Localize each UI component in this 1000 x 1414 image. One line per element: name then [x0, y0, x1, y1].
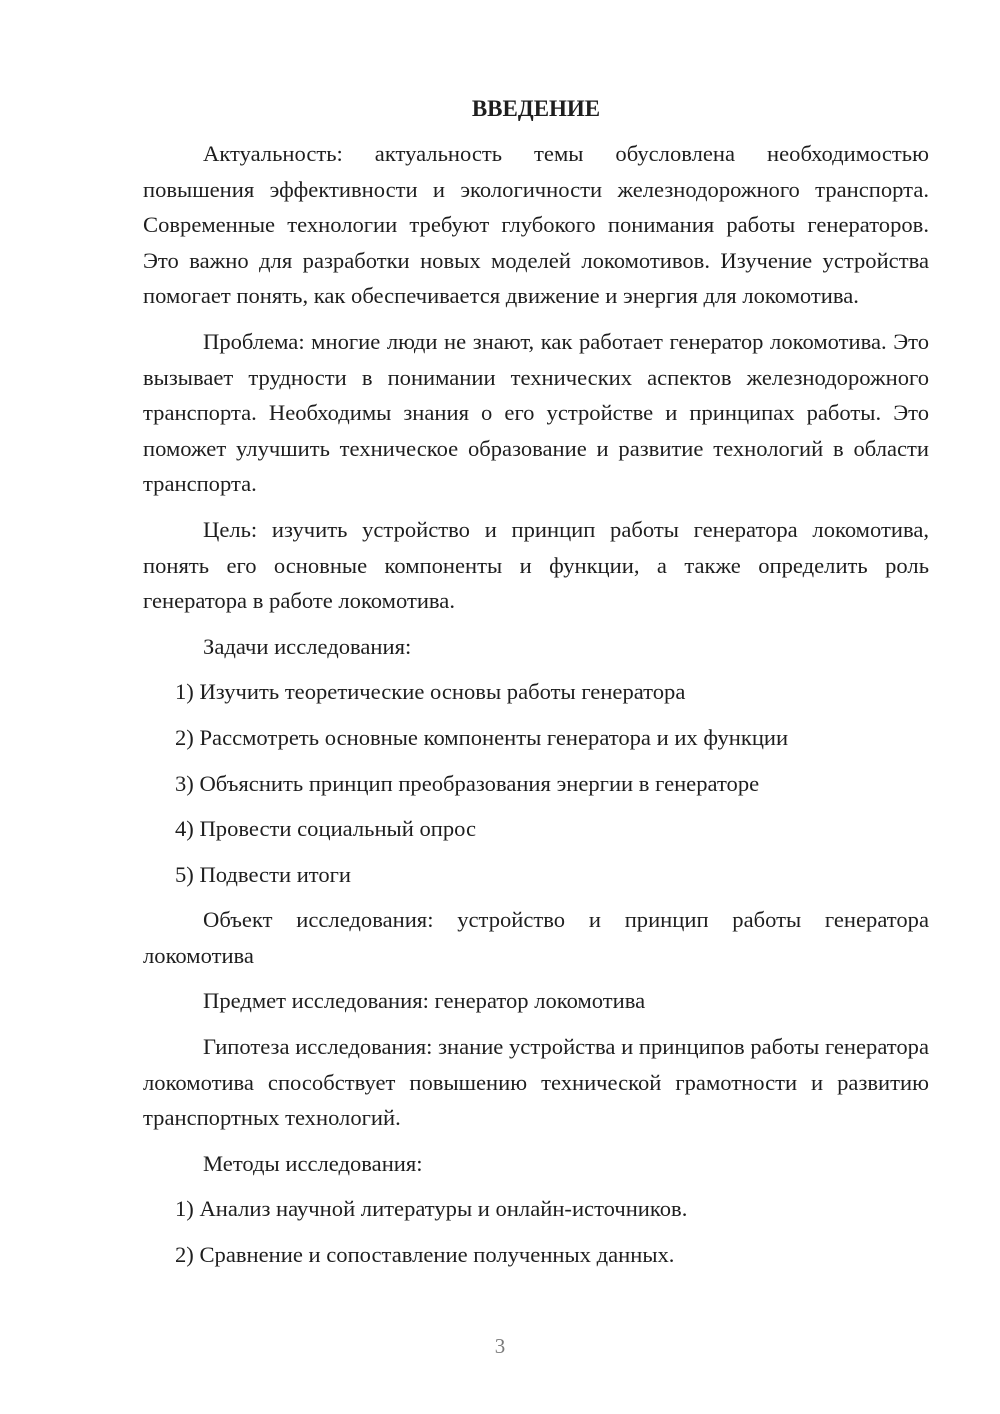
document-page [143, 92, 929, 1283]
list-item: 2) Сравнение и сопоставление полученных данных. [175, 1242, 675, 1268]
tasks-title: Задачи исследования: [203, 633, 412, 659]
methods-list [143, 1191, 929, 1272]
list-item: 3) Объяснить принцип преобразования энергии в генераторе [175, 770, 760, 796]
methods-title: Методы исследования: [203, 1150, 423, 1176]
list-item: 4) Провести социальный опрос [175, 816, 477, 842]
tasks-list [143, 674, 929, 892]
relevance-paragraph: Актуальность: актуальность темы обусловлена необходимостью повышения эффективности и экологичности железнодорожного транспорта. Современные технологии требуют глубокого понимания работы генераторов. Это важно для разработки новых моделей локомотивов. Изучение устройства помогает понять, как обеспечивается движение и энергия для локомотива. [143, 141, 929, 309]
section-heading: ВВЕДЕНИЕ [471, 96, 601, 121]
list-item: 5) Подвести итоги [175, 861, 352, 887]
problem-paragraph: Проблема: многие люди не знают, как работает генератор локомотива. Это вызывает трудности в понимании технических аспектов железнодорожного транспорта. Необходимы знания о его устройстве и принципах работы. Это поможет улучшить техническое образование и развитие технологий в области транспорта. [143, 328, 929, 497]
subject-paragraph: Предмет исследования: генератор локомотива [203, 988, 646, 1014]
list-item: 2) Рассмотреть основные компоненты генератора и их функции [175, 724, 789, 750]
goal-paragraph: Цель: изучить устройство и принцип работы генератора локомотива, понять его основные компоненты и функции, а также определить роль генератора в работе локомотива. [143, 516, 929, 614]
hypothesis-paragraph: Гипотеза исследования: знание устройства и принципов работы генератора локомотива способствует повышению технической грамотности и развитию транспортных технологий. [143, 1034, 929, 1131]
list-item: 1) Изучить теоретические основы работы генератора [175, 679, 686, 705]
object-paragraph: Объект исследования: устройство и принцип работы генератора локомотива [143, 907, 929, 968]
page-number: 3 [494, 1334, 506, 1358]
list-item: 1) Анализ научной литературы и онлайн-источников. [175, 1196, 688, 1222]
